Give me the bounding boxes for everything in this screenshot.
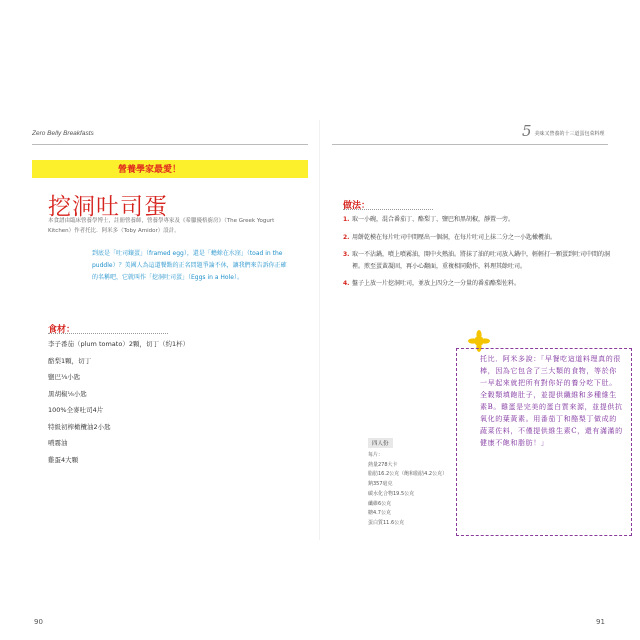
- nutrition-list: [368, 451, 447, 529]
- running-head-right: [522, 124, 605, 138]
- step-number: 1.: [343, 216, 350, 223]
- ingredient-item: 酪梨1顆，切丁: [48, 356, 92, 365]
- ingredients-rule: [48, 333, 168, 334]
- step-text: 取一不沾鍋，噴上噴霧油，開中火熱油。將抹了油的吐司放入鍋中，輕輕打一顆蛋到吐司中間的洞裡。煎至蛋黃凝固，再小心翻面，重複相同動作，料理其餘吐司。: [352, 251, 611, 270]
- nutrition-item: 熱量278大卡: [368, 461, 398, 468]
- step-text: 取一小碗，混合番茄丁、酪梨丁、鹽巴和黑胡椒，靜置一旁。: [352, 216, 515, 223]
- method-rule: [343, 209, 433, 210]
- ingredient-item: 100%全麥吐司4片: [48, 406, 104, 414]
- step-text: 盤子上放一片挖洞吐司，並放上四分之一分量的番茄酪梨佐料。: [352, 280, 521, 287]
- nutrition-item: 纖維6公克: [368, 500, 392, 507]
- method-step: [343, 249, 611, 272]
- chapter-title: 美味又營養的十三道蛋包菜料理: [534, 131, 605, 137]
- ingredient-item: 李子番茄（plum tomato）2顆，切丁（約1杯）: [48, 340, 190, 348]
- banner-text: 營養學家最愛！: [118, 165, 182, 175]
- method-step: [343, 232, 611, 244]
- nutrition-panel: [368, 430, 447, 529]
- running-head-left: Zero Belly Breakfasts: [32, 130, 94, 137]
- ingredients-list: [48, 336, 189, 468]
- ingredient-item: 噴霧油: [48, 439, 68, 447]
- recipe-intro: 本食譜由臨床營養學博士，註冊營養師，營養學專家及《希臘優格廚房》（The Greek Yogurt Kitchen）作者托比．阿米多（Toby Amidor）設計。: [48, 218, 275, 234]
- header-rule-right: [332, 144, 608, 145]
- note-text: 托比．阿米多說：「早餐吃這道料理真的很棒，因為它包含了三大類的食物，等於你一早起來就把所有對你好的養分吃下肚。全穀類填飽肚子，並提供纖維和多種維生素B。雞蛋是完美的蛋白質來源，並提供抗氧化的葉黃素。用番茄丁和酪梨丁做成的蔬菜佐料，不僅提供維生素C，還有滿滿的健康不飽和脂肪！」: [480, 355, 623, 447]
- servings-label: 四人份: [368, 438, 393, 448]
- nutrition-item: 脂肪16.2公克（飽和脂肪4.2公克）: [368, 471, 448, 478]
- nutrition-item: 糖4.7公克: [368, 510, 391, 517]
- ingredient-item: 特級初榨橄欖油2小匙: [48, 422, 111, 431]
- method-step: [343, 214, 611, 226]
- ingredient-item: 鹽巴⅛小匙: [48, 373, 81, 381]
- step-number: 4.: [343, 280, 350, 287]
- method-step: [343, 278, 611, 290]
- page-number-right: 91: [596, 618, 605, 626]
- nutrition-item: 鈉357毫克: [368, 481, 393, 488]
- recipe-title: 挖洞吐司蛋: [48, 194, 168, 220]
- chapter-number: 5: [522, 122, 532, 140]
- page-number-left: 90: [34, 618, 43, 626]
- recipe-quote: 到底是「吐司鑲蛋」（framed egg），還是「蟾蜍在水窪」（toad in the puddle）？美國人為這道餐點的正名問題爭論不休，讓我們來告訴你正確的名稱吧，它就叫作「挖洞吐司蛋」（Eggs in a Hole）。: [92, 250, 287, 281]
- ingredient-item: 黑胡椒⅛小匙: [48, 389, 87, 398]
- step-number: 2.: [343, 233, 350, 241]
- page-gutter: [319, 120, 320, 540]
- ingredient-item: 雞蛋4大顆: [48, 455, 79, 464]
- method-title: 做法：: [343, 201, 371, 211]
- nutrition-item: 蛋白質11.6公克: [368, 519, 405, 526]
- ingredients-title: 食材：: [48, 325, 76, 335]
- step-number: 3.: [343, 251, 350, 258]
- method-steps: [343, 214, 611, 296]
- nutrition-item: 碳水化合物19.5公克: [368, 490, 415, 497]
- step-text: 用餅乾模在每片吐司中間壓出一個洞，在每片吐司上抹二分之一小匙橄欖油。: [352, 233, 557, 241]
- nutrition-item: 每片：: [368, 452, 384, 458]
- header-rule-left: [32, 144, 308, 145]
